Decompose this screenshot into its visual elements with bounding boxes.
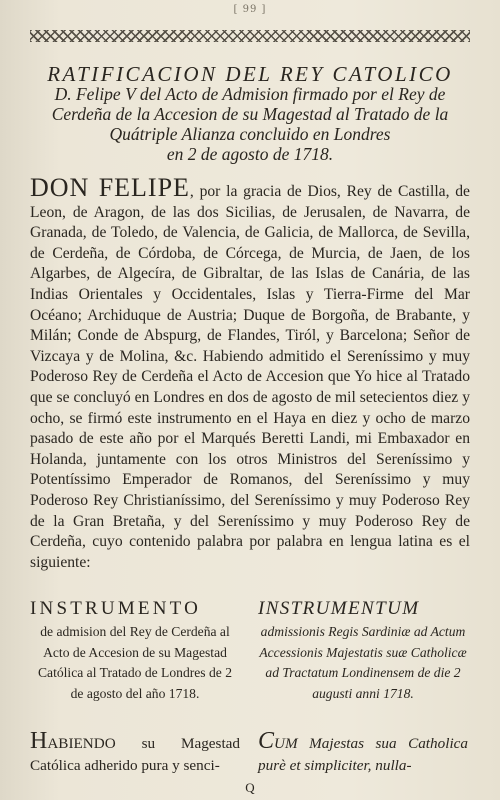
right-column-text xyxy=(258,730,468,777)
page-number: [ 99 ] xyxy=(233,4,267,15)
right-column-body: UM Majestas sua Catholica purè et simpliciter, nulla- xyxy=(258,735,468,774)
title-line-1: RATIFICACION DEL REY CATOLICO xyxy=(47,62,453,86)
left-column-heading: INSTRUMENTO xyxy=(30,598,202,619)
right-column-header xyxy=(258,598,468,704)
title-line-4: Quátriple Alianza concluido en Londres xyxy=(109,124,391,144)
right-column-subtitle: admissionis Regis Sardiniæ ad Actum Accessionis Majestatis suæ Catholicæ ad Tractatum Londinensem de die 2 augusti anni 1718. xyxy=(259,624,467,701)
main-paragraph-text: , por la gracia de Dios, Rey de Castilla, de Leon, de Aragon, de las dos Sicilias, de Jerusalen, de Navarra, de Granada, de Toledo, de Valencia, de Galicia, de Mallorca, de Sevilla, de Cerdeña, de Córdoba, de Córcega, de Murcia, de Jaen, de los Algarbes, de Algecíra, de Gibraltar, de las Islas de Canária, de las Indias Orientales y Occidentales, Islas y Tierra-Firme del Mar Océano; Archiduque de Austria; Duque de Borgoña, de Brabante, y Milán; Conde de Abspurg, de Flandes, Tiról, y Barcelona; Señor de Vizcaya y de Molina, &c. Habiendo admitido el Sereníssimo y muy Poderoso Rey de Cerdeña el Acto de Accesion que Yo hice al Tratado que se concluyó en Londres en dos de agosto de mil setecientos diez y ocho, se firmó este instrumento en el Haya en diez y ocho de marzo pasado de este año por el Marqués Beretti Landi, mi Embaxador en Holanda, juntamente con los otros Ministros del Sereníssimo y Potentíssimo Emperador de Romanos, del Sereníssimo y muy Poderoso Rey Christianíssimo, del Sereníssimo y muy Poderoso Rey de la Gran Bretaña, y del Sereníssimo y muy Poderoso Rey de Cerdeña, cuyo contenido palabra por palabra en lengua latina es el siguiente: xyxy=(30,183,470,571)
title-line-3: Cerdeña de la Accesion de su Magestad al Tratado de la xyxy=(51,104,449,124)
ornamental-border xyxy=(30,30,470,42)
left-column-text xyxy=(30,730,240,777)
left-column-subtitle: de admision del Rey de Cerdeña al Acto de Accesion de su Magestad Católica al Tratado de Londres de 2 de agosto del año 1718. xyxy=(37,624,233,701)
left-column-header xyxy=(30,598,240,704)
right-column-heading: INSTRUMENTUM xyxy=(258,598,420,619)
drop-cap: DON FELIPE xyxy=(30,173,190,202)
main-paragraph xyxy=(30,173,470,573)
right-drop-cap: C xyxy=(258,728,275,754)
title-line-2: D. Felipe V del Acto de Admision firmado por el Rey de xyxy=(54,84,446,104)
title-line-5: en 2 de agosto de 1718. xyxy=(166,144,334,164)
document-title xyxy=(30,64,470,164)
signature-mark: Q xyxy=(245,780,255,795)
left-column-body: ABIENDO su Magestad Católica adherido pura y senci- xyxy=(30,735,240,774)
left-drop-cap: H xyxy=(30,728,48,754)
